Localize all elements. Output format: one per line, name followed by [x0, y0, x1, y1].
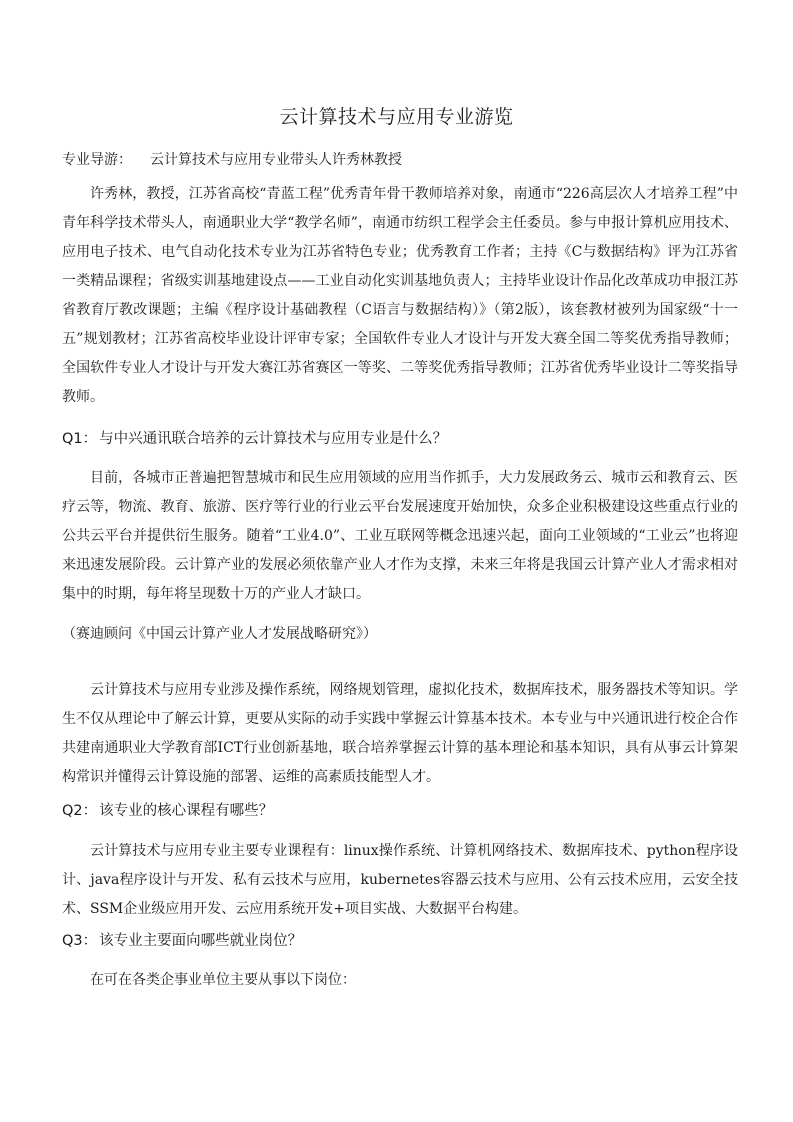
intro-paragraph: 许秀林，教授，江苏省高校“青蓝工程”优秀青年骨干教师培养对象，南通市“226高层次人才培养工程”中青年科学技术带头人，南通职业大学“教学名师”，南通市纺织工程学会主任委员。参与申报计算机应用技术、应用电子技术、电气自动化技术专业为江苏省特色专业；优秀教育工作者；主持《C与数据结构》评为江苏省一类精品课程；省级实训基地建设点——工业自动化实训基地负责人；主持毕业设计作品化改革成功申报江苏省教育厅教改课题；主编《程序设计基础教程（C语言与数据结构）》（第2版），该套教材被列为国家级“十一五”规划教材；江苏省高校毕业设计评审专家；全国软件专业人才设计与开发大赛全国二等奖优秀指导教师；全国软件专业人才设计与开发大赛江苏省赛区一等奖、二等奖优秀指导教师；江苏省优秀毕业设计二等奖指导教师。: [62, 186, 738, 405]
question-3-number: Q3：: [62, 933, 98, 949]
guide-label: 专业导游：: [62, 152, 132, 168]
guide-line: [62, 150, 402, 170]
q1-citation: （赛迪顾问《中国云计算产业人才发展战略研究》）: [62, 626, 377, 642]
page-title: 云计算技术与应用专业游览: [279, 106, 514, 128]
q2-paragraph: 云计算技术与应用专业主要专业课程有：linux操作系统、计算机网络技术、数据库技术、python程序设计、java程序设计与开发、私有云技术与应用，kubernetes容器云技术与应用、公有云技术应用，云安全技术、SSM企业级应用开发、云应用系统开发+项目实战、大数据平台构建。: [62, 843, 738, 917]
question-2-number: Q2：: [62, 803, 98, 819]
question-1-number: Q1：: [62, 431, 98, 447]
q1-paragraph-1: 目前，各城市正普遍把智慧城市和民生应用领域的应用当作抓手，大力发展政务云、城市云和教育云、医疗云等，物流、教育、旅游、医疗等行业的行业云平台发展速度开始加快，众多企业积极建设这些重点行业的公共云平台并提供衍生服务。随着“工业4.0”、工业互联网等概念迅速兴起，面向工业领域的“工业云”也将迎来迅速发展阶段。云计算产业的发展必须依靠产业人才作为支撑，未来三年将是我国云计算产业人才需求相对集中的时期，每年将呈现数十万的产业人才缺口。: [62, 470, 738, 602]
question-2: [62, 800, 742, 822]
question-3: [62, 930, 742, 952]
question-3-text: 该专业主要面向哪些就业岗位？: [99, 933, 303, 949]
question-2-text: 该专业的核心课程有哪些？: [99, 803, 274, 819]
question-1-text: 与中兴通讯联合培养的云计算技术与应用专业是什么？: [99, 431, 448, 447]
guide-value: 云计算技术与应用专业带头人许秀林教授: [150, 152, 402, 168]
q1-paragraph-2: 云计算技术与应用专业涉及操作系统，网络规划管理，虚拟化技术，数据库技术，服务器技术等知识。学生不仅从理论中了解云计算，更要从实际的动手实践中掌握云计算基本技术。本专业与中兴通讯进行校企合作共建南通职业大学教育部ICT行业创新基地，联合培养掌握云计算的基本理论和基本知识，具有从事云计算架构常识并懂得云计算设施的部署、运维的高素质技能型人才。: [62, 682, 738, 785]
q3-paragraph: 在可在各类企事业单位主要从事以下岗位：: [90, 972, 356, 988]
question-1: [62, 428, 742, 450]
